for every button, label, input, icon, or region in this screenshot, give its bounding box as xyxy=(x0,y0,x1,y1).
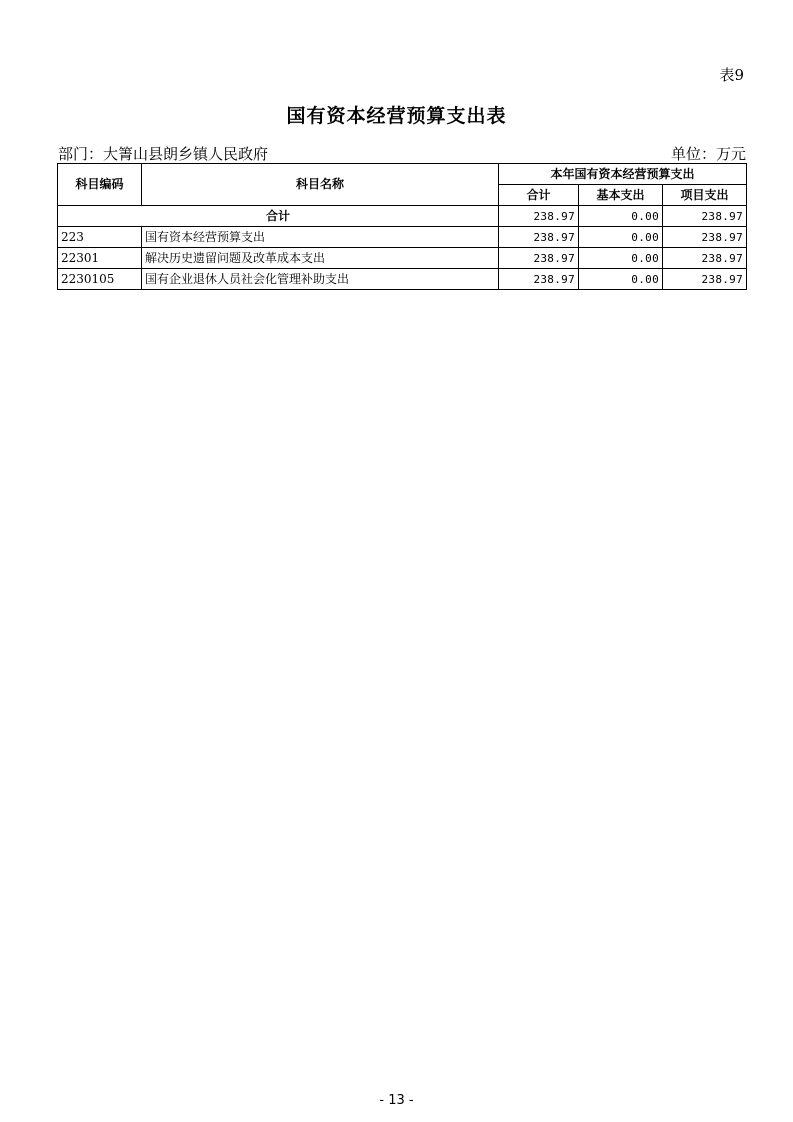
total-row-total: 238.97 xyxy=(499,206,579,227)
table-row xyxy=(58,227,747,248)
table-total-row xyxy=(58,206,747,227)
table-number: 表9 xyxy=(719,66,744,84)
row-name: 国有资本经营预算支出 xyxy=(142,227,499,248)
total-row-basic: 0.00 xyxy=(579,206,663,227)
meta-line xyxy=(58,143,746,163)
row-project: 238.97 xyxy=(663,248,747,269)
page-title: 国有资本经营预算支出表 xyxy=(286,105,507,127)
col-header-code: 科目编码 xyxy=(58,164,142,206)
table-header-row xyxy=(58,164,747,185)
row-project: 238.97 xyxy=(663,227,747,248)
row-code: 2230105 xyxy=(58,269,142,290)
department-label: 部门：大箐山县朗乡镇人民政府 xyxy=(58,145,269,163)
col-header-basic: 基本支出 xyxy=(579,185,663,206)
row-total: 238.97 xyxy=(499,248,579,269)
unit-label: 单位：万元 xyxy=(670,145,746,163)
total-row-project: 238.97 xyxy=(663,206,747,227)
row-code: 22301 xyxy=(58,248,142,269)
row-total: 238.97 xyxy=(499,227,579,248)
row-total: 238.97 xyxy=(499,269,579,290)
col-header-total: 合计 xyxy=(499,185,579,206)
table-row xyxy=(58,248,747,269)
col-header-name: 科目名称 xyxy=(142,164,499,206)
row-basic: 0.00 xyxy=(579,269,663,290)
table-row xyxy=(58,269,747,290)
row-code: 223 xyxy=(58,227,142,248)
budget-table xyxy=(57,163,747,290)
row-project: 238.97 xyxy=(663,269,747,290)
row-basic: 0.00 xyxy=(579,248,663,269)
row-name: 解决历史遗留问题及改革成本支出 xyxy=(142,248,499,269)
col-header-group: 本年国有资本经营预算支出 xyxy=(499,164,747,185)
row-basic: 0.00 xyxy=(579,227,663,248)
total-row-label: 合计 xyxy=(58,206,499,227)
page-number: - 13 - xyxy=(379,1093,414,1108)
col-header-project: 项目支出 xyxy=(663,185,747,206)
row-name: 国有企业退休人员社会化管理补助支出 xyxy=(142,269,499,290)
